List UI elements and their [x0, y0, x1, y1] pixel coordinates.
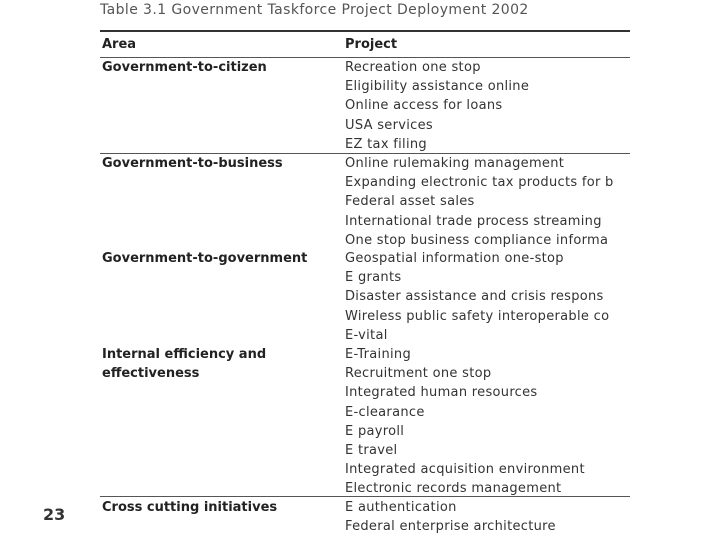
- project-item: Online access for loans: [345, 98, 503, 114]
- right-blank-margin: [630, 0, 720, 540]
- project-list-g2g: [345, 249, 630, 345]
- project-item: Federal enterprise architecture: [345, 519, 556, 535]
- project-item: E-Training: [345, 347, 412, 362]
- project-item: Online rulemaking management: [345, 156, 565, 171]
- table-title: Table 3.1 Government Taskforce Project Deployment 2002: [100, 2, 529, 18]
- project-item: E-clearance: [345, 404, 425, 420]
- project-item: Recreation one stop: [345, 60, 481, 75]
- project-item: Electronic records management: [345, 481, 562, 497]
- project-list-g2b: [345, 154, 630, 250]
- header-area: Area: [102, 37, 137, 52]
- project-list-cross-cutting: [345, 498, 630, 536]
- area-internal-efficiency: Internal efficiency and effectiveness: [102, 347, 267, 381]
- project-item: EZ tax filing: [345, 136, 427, 152]
- project-item: E grants: [345, 270, 402, 286]
- project-item: E travel: [345, 442, 398, 458]
- header-project: Project: [345, 37, 398, 52]
- project-item: Geospatial information one-stop: [345, 251, 564, 266]
- area-government-to-citizen: Government-to-citizen: [102, 60, 267, 75]
- project-item: E-vital: [345, 327, 388, 343]
- project-item: International trade process streaming: [345, 213, 602, 229]
- project-item: Federal asset sales: [345, 194, 475, 210]
- page-number: 23: [43, 505, 66, 524]
- group-divider: [100, 496, 630, 497]
- area-government-to-government: Government-to-government: [102, 251, 308, 266]
- project-item: USA services: [345, 117, 433, 133]
- project-item: E authentication: [345, 500, 457, 515]
- project-item: Eligibility assistance online: [345, 79, 530, 95]
- area-government-to-business: Government-to-business: [102, 156, 283, 171]
- project-item: Recruitment one stop: [345, 366, 492, 382]
- project-list-g2c: [345, 58, 630, 154]
- project-item: One stop business compliance informa: [345, 232, 609, 248]
- project-item: Disaster assistance and crisis respons: [345, 289, 604, 305]
- project-item: Wireless public safety interoperable co: [345, 308, 610, 324]
- table-top-rule: [100, 30, 630, 32]
- project-item: Expanding electronic tax products for b: [345, 175, 614, 191]
- project-item: Integrated acquisition environment: [345, 462, 585, 478]
- project-item: Integrated human resources: [345, 385, 538, 401]
- project-list-internal: [345, 345, 630, 499]
- project-item: E payroll: [345, 423, 405, 439]
- area-cross-cutting: Cross cutting initiatives: [102, 500, 278, 515]
